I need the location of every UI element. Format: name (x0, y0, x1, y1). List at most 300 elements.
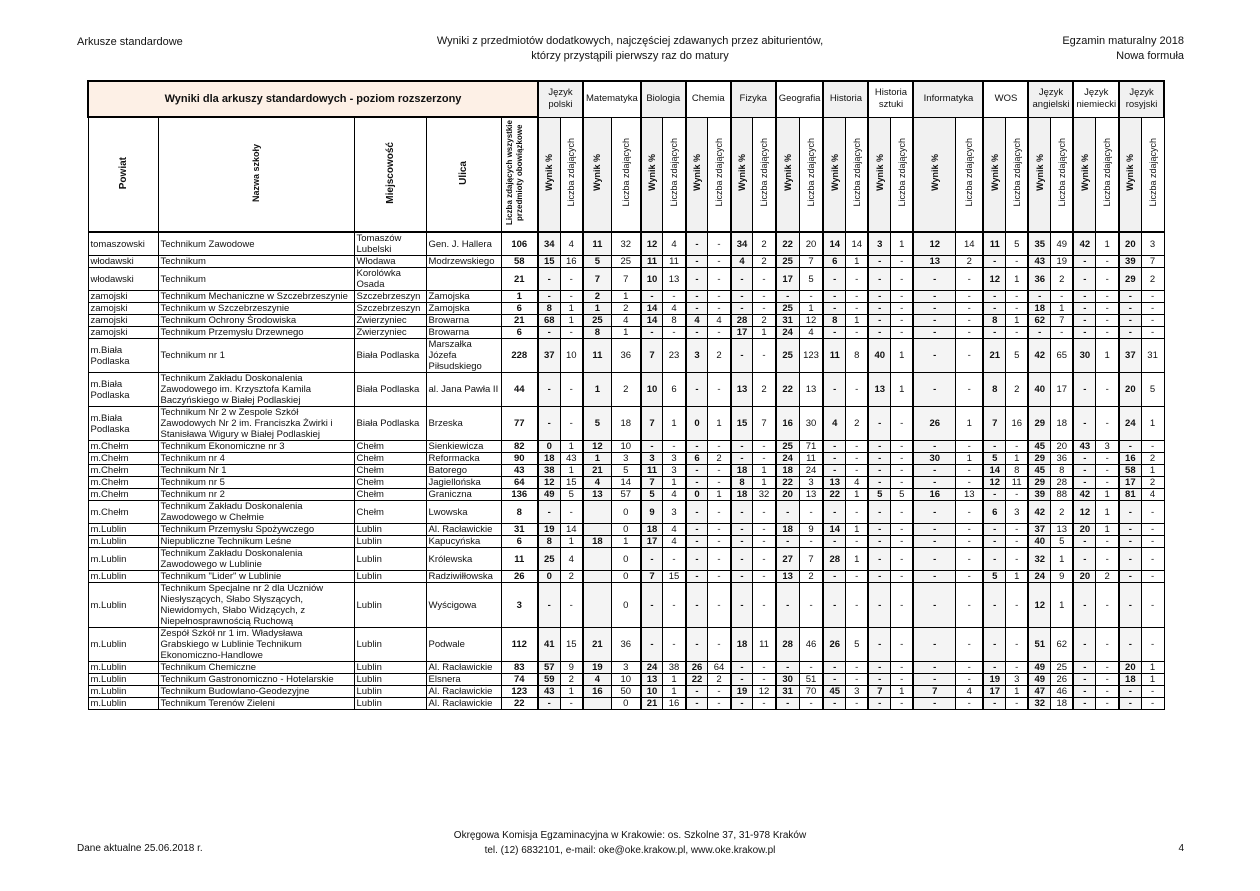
cell-total: 43 (501, 465, 538, 477)
cell-score: 18 (776, 524, 799, 536)
cell-count: - (845, 303, 868, 315)
cell-count: - (890, 583, 913, 628)
cell-count: 0 (611, 524, 641, 536)
cell-count: - (890, 477, 913, 489)
cell-score: 12 (913, 232, 955, 256)
cell-count: 1 (708, 407, 731, 441)
cell-count: - (663, 583, 686, 628)
cell-count: - (845, 571, 868, 583)
cell-count: - (753, 291, 776, 303)
table-row (88, 628, 1164, 662)
cell-total: 1 (501, 291, 538, 303)
col-score: Wynik % (983, 117, 1005, 232)
cell-count: - (1141, 548, 1164, 571)
cell-count: 5 (1050, 536, 1073, 548)
cell-score: - (731, 698, 753, 710)
cell-school: Technikum Zakładu Doskonalenia Zawodowego w Lublinie (158, 548, 354, 571)
cell-score: - (823, 583, 845, 628)
cell-count: - (708, 548, 731, 571)
cell-count: - (1005, 548, 1028, 571)
col-street: Ulica (426, 117, 501, 232)
cell-score: - (913, 501, 955, 524)
table-row (88, 303, 1164, 315)
cell-score: 7 (641, 571, 663, 583)
cell-powiat: zamojski (88, 327, 158, 339)
cell-score: 15 (731, 407, 753, 441)
cell-score: - (823, 662, 845, 674)
cell-town: Biała Podlaska (354, 373, 426, 407)
cell-count: 1 (1050, 548, 1073, 571)
cell-score: 10 (641, 268, 663, 291)
cell-count: 1 (753, 477, 776, 489)
cell-count: - (1096, 674, 1119, 686)
cell-score: - (538, 501, 560, 524)
cell-score: - (913, 441, 955, 453)
cell-count: - (708, 571, 731, 583)
cell-count: 15 (560, 477, 583, 489)
cell-score: - (686, 628, 708, 662)
cell-count: - (663, 441, 686, 453)
cell-count: - (890, 453, 913, 465)
cell-count: 9 (1050, 571, 1073, 583)
cell-score: - (1119, 583, 1141, 628)
cell-total: 123 (501, 686, 538, 698)
cell-powiat: m.Biała Podlaska (88, 373, 158, 407)
cell-score: 25 (776, 303, 799, 315)
cell-score: - (983, 698, 1005, 710)
cell-count: - (753, 524, 776, 536)
subject-header: Język niemiecki (1073, 81, 1119, 117)
cell-school: Technikum nr 4 (158, 453, 354, 465)
cell-count: - (753, 441, 776, 453)
table-row (88, 268, 1164, 291)
cell-score: - (1119, 441, 1141, 453)
cell-score: 26 (913, 407, 955, 441)
cell-school: Technikum Budowlano-Geodezyjne (158, 686, 354, 698)
cell-score: 25 (776, 339, 799, 373)
cell-score: - (823, 674, 845, 686)
cell-count: 5 (890, 489, 913, 501)
cell-score: - (1073, 291, 1095, 303)
cell-score: - (983, 489, 1005, 501)
subject-header: Chemia (686, 81, 731, 117)
cell-town: Lublin (354, 686, 426, 698)
cell-score: - (1119, 303, 1141, 315)
cell-score: 12 (641, 232, 663, 256)
cell-score: - (731, 453, 753, 465)
col-score: Wynik % (1073, 117, 1095, 232)
cell-count: - (1096, 315, 1119, 327)
cell-school: Technikum "Lider" w Lublinie (158, 571, 354, 583)
cell-score: - (776, 501, 799, 524)
cell-count: - (845, 501, 868, 524)
cell-count: 2 (753, 373, 776, 407)
cell-score: - (1073, 465, 1095, 477)
cell-score: 13 (823, 477, 845, 489)
cell-count: - (955, 327, 983, 339)
cell-score: 28 (776, 628, 799, 662)
cell-count: - (560, 291, 583, 303)
cell-score: 11 (583, 339, 611, 373)
cell-score: 18 (731, 628, 753, 662)
cell-score: - (913, 315, 955, 327)
cell-count: 1 (845, 256, 868, 268)
cell-powiat: m.Chełm (88, 441, 158, 453)
cell-count: 1 (560, 303, 583, 315)
cell-score: 4 (686, 315, 708, 327)
cell-count: - (1141, 583, 1164, 628)
cell-school: Niepubliczne Technikum Leśne (158, 536, 354, 548)
cell-school: Technikum Przemysłu Spożywczego (158, 524, 354, 536)
cell-count: - (1050, 327, 1073, 339)
cell-count: - (753, 339, 776, 373)
cell-score: 25 (776, 256, 799, 268)
cell-powiat: m.Lublin (88, 628, 158, 662)
cell-score: - (913, 373, 955, 407)
cell-count: 4 (955, 686, 983, 698)
cell-count: 4 (799, 327, 823, 339)
cell-powiat: m.Lublin (88, 662, 158, 674)
cell-school: Zespół Szkół nr 1 im. Władysława Grabskiego w Lublinie Technikum Ekonomiczno-Handlowe (158, 628, 354, 662)
cell-score: - (686, 256, 708, 268)
cell-street: al. Jana Pawła II (426, 373, 501, 407)
cell-powiat: m.Chełm (88, 501, 158, 524)
cell-town: Biała Podlaska (354, 407, 426, 441)
cell-count: - (845, 327, 868, 339)
cell-count: 3 (1141, 232, 1164, 256)
cell-town: Lublin (354, 628, 426, 662)
cell-count: 11 (1005, 477, 1028, 489)
cell-school: Technikum Nr 1 (158, 465, 354, 477)
cell-powiat: zamojski (88, 291, 158, 303)
cell-school: Technikum nr 2 (158, 489, 354, 501)
cell-score: - (823, 698, 845, 710)
cell-count: - (753, 571, 776, 583)
cell-count: - (753, 501, 776, 524)
cell-count: - (1141, 571, 1164, 583)
cell-count: 71 (799, 441, 823, 453)
cell-count: 32 (753, 489, 776, 501)
table-row (88, 501, 1164, 524)
cell-count: - (560, 501, 583, 524)
cell-score: 6 (983, 501, 1005, 524)
cell-total: 77 (501, 407, 538, 441)
cell-score: 24 (1028, 571, 1050, 583)
cell-total: 8 (501, 501, 538, 524)
cell-count: 2 (955, 256, 983, 268)
cell-total: 64 (501, 477, 538, 489)
cell-score: - (913, 339, 955, 373)
cell-count: - (1096, 407, 1119, 441)
cell-street: Browarna (426, 327, 501, 339)
col-count: Liczba zdających (845, 117, 868, 232)
cell-count: - (955, 524, 983, 536)
cell-score: - (1119, 698, 1141, 710)
cell-score: - (983, 441, 1005, 453)
cell-count: 9 (799, 524, 823, 536)
cell-score: 32 (1028, 548, 1050, 571)
cell-count: 3 (845, 686, 868, 698)
footer-contact (380, 828, 880, 858)
cell-score: - (731, 571, 753, 583)
cell-count: 1 (1141, 674, 1164, 686)
cell-score: 15 (538, 256, 560, 268)
header-title (400, 34, 860, 64)
cell-score: - (823, 441, 845, 453)
cell-town: Lublin (354, 548, 426, 571)
cell-count: 1 (1141, 407, 1164, 441)
table-row (88, 465, 1164, 477)
cell-score: 4 (731, 256, 753, 268)
cell-score: - (686, 524, 708, 536)
cell-score: 45 (1028, 441, 1050, 453)
cell-school: Technikum Zawodowe (158, 232, 354, 256)
cell-count: 2 (611, 373, 641, 407)
cell-count: 0 (611, 548, 641, 571)
cell-count: - (708, 686, 731, 698)
cell-score: - (731, 583, 753, 628)
cell-count: - (560, 327, 583, 339)
cell-count: 2 (560, 571, 583, 583)
cell-count: - (890, 303, 913, 315)
cell-street: Zamojska (426, 291, 501, 303)
cell-score: 34 (538, 232, 560, 256)
cell-count: - (1141, 291, 1164, 303)
cell-count: 2 (611, 303, 641, 315)
cell-street: Reformacka (426, 453, 501, 465)
cell-score: - (1073, 303, 1095, 315)
cell-score: - (1119, 548, 1141, 571)
cell-score: - (731, 536, 753, 548)
cell-score: - (983, 536, 1005, 548)
cell-score (583, 524, 611, 536)
cell-count: 12 (799, 315, 823, 327)
cell-count: - (845, 662, 868, 674)
cell-score: 36 (1028, 268, 1050, 291)
cell-street: Modrzewskiego (426, 256, 501, 268)
cell-score: 8 (538, 536, 560, 548)
cell-count: - (890, 315, 913, 327)
cell-count: - (708, 441, 731, 453)
cell-count: - (1096, 268, 1119, 291)
cell-score: 7 (641, 407, 663, 441)
cell-score: 10 (641, 373, 663, 407)
cell-score (583, 698, 611, 710)
cell-count: 25 (1050, 662, 1073, 674)
col-score: Wynik % (731, 117, 753, 232)
cell-score: - (776, 583, 799, 628)
cell-count: 14 (560, 524, 583, 536)
cell-score: 21 (983, 339, 1005, 373)
cell-count: - (708, 256, 731, 268)
cell-count: 1 (845, 548, 868, 571)
cell-count: - (1096, 662, 1119, 674)
cell-score: - (731, 524, 753, 536)
cell-score: 31 (776, 315, 799, 327)
cell-count: 3 (611, 453, 641, 465)
cell-score: - (868, 674, 890, 686)
cell-count: - (753, 536, 776, 548)
cell-count: - (1141, 327, 1164, 339)
cell-count: - (955, 441, 983, 453)
cell-count: 1 (799, 303, 823, 315)
cell-count: 7 (1141, 256, 1164, 268)
cell-score: - (823, 291, 845, 303)
cell-count: - (708, 698, 731, 710)
cell-count: - (1096, 698, 1119, 710)
cell-score: - (913, 327, 955, 339)
cell-count: 28 (1050, 477, 1073, 489)
cell-count: 10 (611, 441, 641, 453)
cell-count: - (753, 662, 776, 674)
cell-score: 12 (983, 477, 1005, 489)
cell-powiat: m.Lublin (88, 674, 158, 686)
cell-town: Lublin (354, 662, 426, 674)
cell-score: 29 (1119, 268, 1141, 291)
cell-count: - (708, 465, 731, 477)
cell-street: Kapucyńska (426, 536, 501, 548)
cell-score: 30 (776, 674, 799, 686)
cell-count: 4 (845, 477, 868, 489)
cell-score: 19 (583, 662, 611, 674)
exam-formula: Nowa formuła (1116, 50, 1184, 62)
cell-count: 1 (708, 489, 731, 501)
cell-score: - (823, 268, 845, 291)
cell-score: - (1028, 291, 1050, 303)
cell-score: - (1119, 327, 1141, 339)
cell-count: 1 (611, 327, 641, 339)
cell-score: 14 (641, 303, 663, 315)
cell-count: 70 (799, 686, 823, 698)
cell-score: 10 (641, 686, 663, 698)
cell-score: 43 (1073, 441, 1095, 453)
cell-count: 2 (1096, 571, 1119, 583)
subject-header: Biologia (641, 81, 686, 117)
cell-score: - (913, 662, 955, 674)
cell-count: - (955, 477, 983, 489)
table-row (88, 291, 1164, 303)
cell-score: 11 (641, 465, 663, 477)
cell-score: 45 (823, 686, 845, 698)
cell-score: 18 (583, 536, 611, 548)
cell-street: Lwowska (426, 501, 501, 524)
cell-score: 4 (583, 674, 611, 686)
cell-count: - (1141, 628, 1164, 662)
cell-count: - (890, 662, 913, 674)
col-score: Wynik % (1119, 117, 1141, 232)
cell-count: - (955, 339, 983, 373)
cell-score: - (983, 548, 1005, 571)
table-row (88, 674, 1164, 686)
cell-count: 7 (611, 268, 641, 291)
cell-count: 5 (1141, 373, 1164, 407)
cell-count: 1 (560, 441, 583, 453)
cell-street: Batorego (426, 465, 501, 477)
cell-count: 14 (845, 232, 868, 256)
col-count: Liczba zdających (1005, 117, 1028, 232)
cell-count: 5 (611, 465, 641, 477)
cell-score: - (868, 583, 890, 628)
subject-header: Fizyka (731, 81, 776, 117)
cell-count: 4 (708, 315, 731, 327)
col-count: Liczba zdających (890, 117, 913, 232)
cell-score: - (641, 548, 663, 571)
cell-score: 27 (776, 548, 799, 571)
cell-score: 6 (686, 453, 708, 465)
cell-count: 3 (611, 662, 641, 674)
cell-count: - (955, 501, 983, 524)
cell-count: 3 (663, 501, 686, 524)
cell-count: 1 (1096, 339, 1119, 373)
cell-powiat: m.Lublin (88, 571, 158, 583)
cell-score: - (1073, 256, 1095, 268)
cell-count: - (560, 583, 583, 628)
cell-score: 37 (538, 339, 560, 373)
cell-powiat: zamojski (88, 303, 158, 315)
cell-count: - (1096, 686, 1119, 698)
cell-count: 1 (845, 489, 868, 501)
cell-score: 29 (1028, 453, 1050, 465)
cell-score: - (1073, 674, 1095, 686)
table-row (88, 256, 1164, 268)
cell-count: 8 (1050, 465, 1073, 477)
cell-count: 4 (663, 489, 686, 501)
cell-score: - (641, 291, 663, 303)
cell-count: 1 (890, 339, 913, 373)
cell-count: 1 (1141, 662, 1164, 674)
table-title: Wyniki dla arkuszy standardowych - poziom rozszerzony (88, 81, 538, 117)
cell-score: 14 (823, 232, 845, 256)
cell-count: 1 (1005, 453, 1028, 465)
cell-score: 49 (538, 489, 560, 501)
table-row (88, 686, 1164, 698)
cell-count: 16 (1005, 407, 1028, 441)
cell-school: Technikum Ekonomiczne nr 3 (158, 441, 354, 453)
cell-count: 3 (1005, 501, 1028, 524)
cell-school: Technikum Zakładu Doskonalenia Zawodowego im. Krzysztofa Kamila Baczyńskiego w Białej Podlaskiej (158, 373, 354, 407)
cell-count: 2 (845, 407, 868, 441)
cell-street: Browarna (426, 315, 501, 327)
cell-score: 19 (538, 524, 560, 536)
cell-score (583, 501, 611, 524)
cell-score: 40 (1028, 536, 1050, 548)
cell-score: - (868, 628, 890, 662)
table-row (88, 315, 1164, 327)
cell-count: 50 (611, 686, 641, 698)
table-row (88, 524, 1164, 536)
cell-count: - (845, 291, 868, 303)
cell-score: 3 (868, 232, 890, 256)
cell-score: 20 (1119, 662, 1141, 674)
cell-count: - (753, 303, 776, 315)
cell-count: - (955, 465, 983, 477)
cell-score: 30 (913, 453, 955, 465)
cell-score: - (1073, 628, 1095, 662)
cell-count: - (560, 698, 583, 710)
cell-score: - (1119, 291, 1141, 303)
cell-count: 1 (753, 327, 776, 339)
cell-score: 18 (1119, 674, 1141, 686)
cell-count: 15 (560, 628, 583, 662)
cell-score: 12 (538, 477, 560, 489)
cell-score: 32 (1028, 698, 1050, 710)
cell-count: 1 (1096, 501, 1119, 524)
cell-score: - (913, 548, 955, 571)
cell-score: 38 (538, 465, 560, 477)
cell-count: 7 (799, 548, 823, 571)
cell-count: 4 (611, 315, 641, 327)
cell-score: 5 (583, 256, 611, 268)
